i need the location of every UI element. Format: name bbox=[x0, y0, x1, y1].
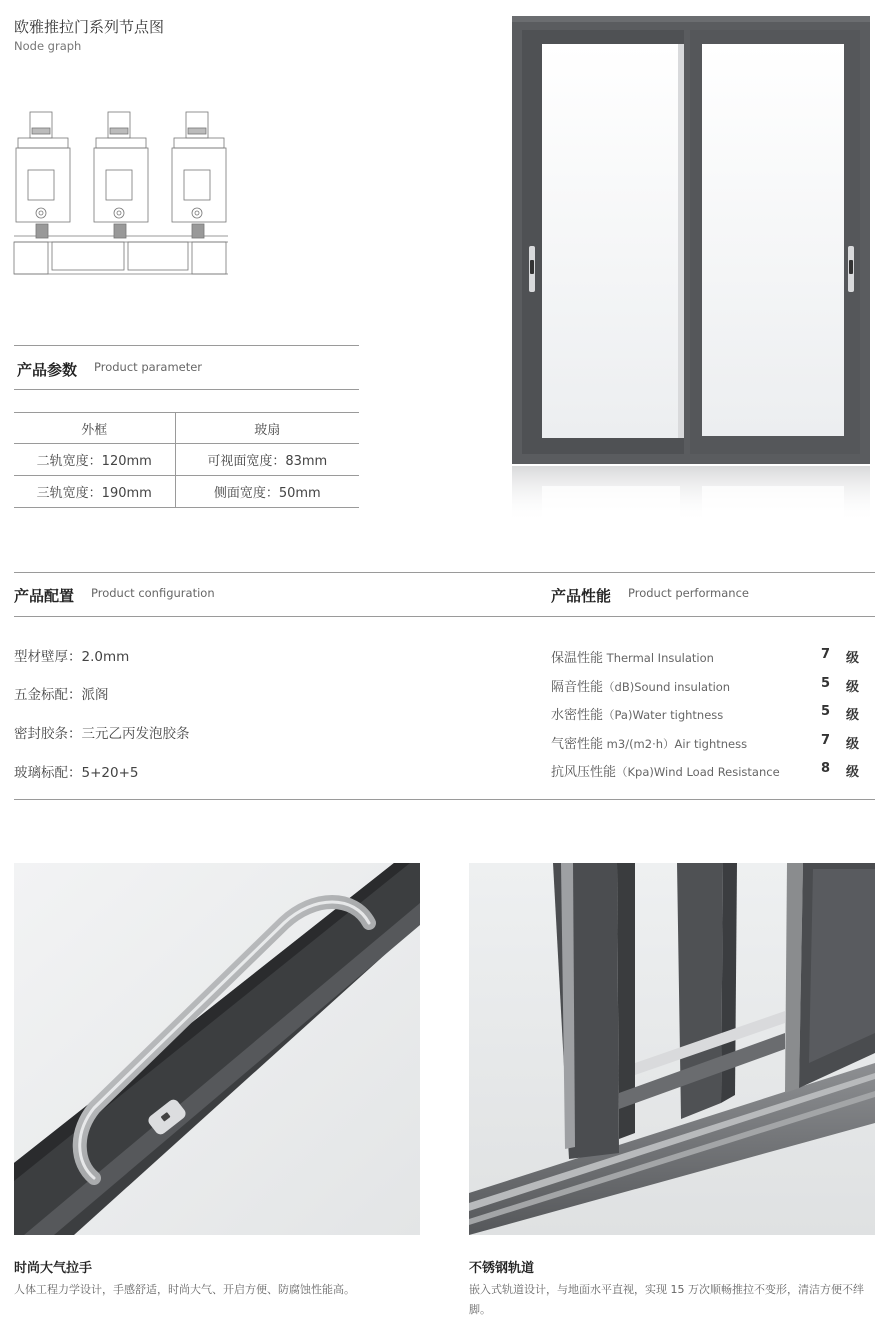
perf-value: 7 bbox=[821, 733, 831, 748]
node-profile-left bbox=[16, 112, 70, 238]
parameter-top-rule bbox=[14, 345, 359, 346]
node-graph-title: 欧雅推拉门系列节点图 bbox=[14, 18, 165, 36]
table-row bbox=[14, 444, 359, 476]
perf-label-en: （dB)Sound insulation bbox=[603, 680, 731, 694]
config-top-rule bbox=[14, 572, 875, 573]
feature-handle-title: 时尚大气拉手 bbox=[14, 1261, 93, 1276]
param-cell: 可视面宽度：83mm bbox=[175, 444, 359, 476]
perf-row-thermal bbox=[551, 647, 861, 667]
config-bottom-rule bbox=[14, 799, 875, 800]
config-item-hardware: 五金标配：派阁 bbox=[14, 687, 109, 703]
perf-label-cn: 隔音性能 bbox=[551, 680, 604, 695]
parameter-table bbox=[14, 412, 359, 508]
perf-value: 5 bbox=[821, 704, 831, 719]
config-item-thickness: 型材壁厚：2.0mm bbox=[14, 649, 130, 665]
perf-value: 5 bbox=[821, 676, 831, 691]
perf-unit: 级 bbox=[846, 651, 860, 666]
perf-label-cn: 抗风压性能 bbox=[551, 765, 617, 780]
node-graph-subtitle: Node graph bbox=[14, 39, 82, 53]
handle-photo bbox=[14, 863, 420, 1235]
perf-label-en: （Kpa)Wind Load Resistance bbox=[616, 765, 780, 779]
node-graph-drawing bbox=[12, 108, 230, 280]
param-cell: 二轨宽度：120mm bbox=[14, 444, 175, 476]
node-profile-middle bbox=[94, 112, 148, 238]
perf-label-en: m3/(m2·h）Air tightness bbox=[603, 737, 748, 751]
param-cell: 侧面宽度：50mm bbox=[175, 476, 359, 508]
feature-track-title: 不锈钢轨道 bbox=[469, 1261, 535, 1276]
perf-value: 7 bbox=[821, 647, 831, 662]
perf-row-water bbox=[551, 704, 861, 724]
param-header-frame: 外框 bbox=[14, 413, 175, 444]
track-photo bbox=[469, 863, 875, 1235]
table-row bbox=[14, 476, 359, 508]
parameter-title: 产品参数 bbox=[17, 361, 78, 379]
feature-track-desc: 嵌入式轨道设计，与地面水平直视，实现 15 万次顺畅推拉不变形，清洁方便不绊脚。 bbox=[469, 1283, 864, 1316]
config-item-seal: 密封胶条：三元乙丙发泡胶条 bbox=[14, 726, 190, 742]
parameter-subtitle: Product parameter bbox=[94, 360, 203, 374]
perf-unit: 级 bbox=[846, 680, 860, 695]
perf-label-cn: 气密性能 bbox=[551, 737, 604, 752]
perf-label-cn: 保温性能 bbox=[551, 651, 604, 666]
node-profile-right bbox=[172, 112, 226, 238]
perf-label-cn: 水密性能 bbox=[551, 708, 604, 723]
sliding-door-image bbox=[510, 14, 872, 524]
table-row bbox=[14, 413, 359, 444]
param-header-sash: 玻扇 bbox=[175, 413, 359, 444]
param-cell: 三轨宽度：190mm bbox=[14, 476, 175, 508]
perf-unit: 级 bbox=[846, 737, 860, 752]
perf-value: 8 bbox=[821, 761, 831, 776]
track-image bbox=[469, 863, 875, 1235]
perf-label-en: （Pa)Water tightness bbox=[603, 708, 724, 722]
perf-unit: 级 bbox=[846, 765, 860, 780]
perf-row-wind bbox=[551, 761, 861, 781]
perf-unit: 级 bbox=[846, 708, 860, 723]
feature-handle-desc: 人体工程力学设计，手感舒适，时尚大气、开启方便、防腐蚀性能高。 bbox=[14, 1283, 355, 1296]
perf-row-air bbox=[551, 733, 861, 753]
configuration-title: 产品配置 bbox=[14, 587, 75, 605]
perf-row-sound bbox=[551, 676, 861, 696]
handle-image bbox=[14, 863, 420, 1235]
config-item-glass: 玻璃标配：5+20+5 bbox=[14, 765, 139, 781]
performance-subtitle: Product performance bbox=[628, 586, 749, 600]
perf-label-en: Thermal Insulation bbox=[603, 651, 714, 665]
parameter-bottom-rule bbox=[14, 389, 359, 390]
configuration-subtitle: Product configuration bbox=[91, 586, 215, 600]
performance-title: 产品性能 bbox=[551, 587, 612, 605]
config-mid-rule bbox=[14, 616, 875, 617]
